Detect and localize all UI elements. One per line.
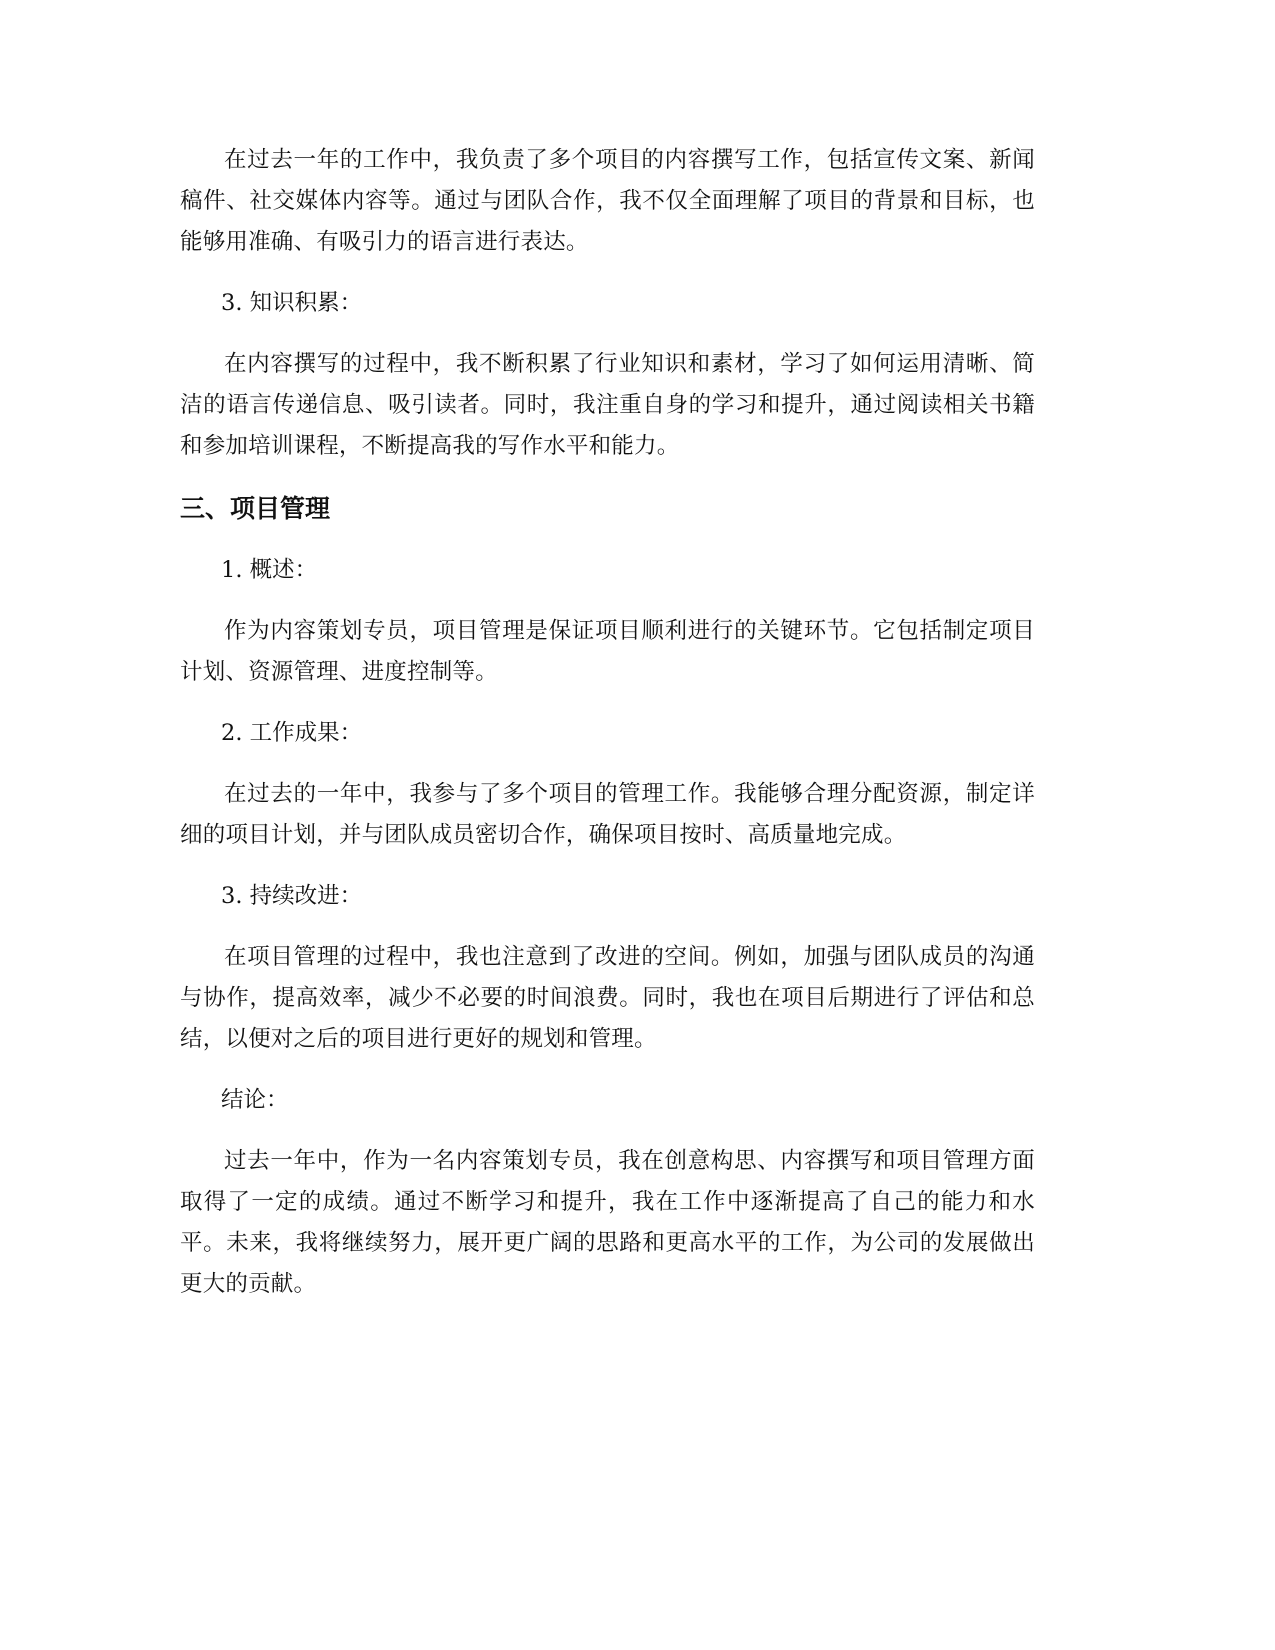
- subheading-overview: 1. 概述：: [221, 557, 318, 583]
- subheading-conclusion: 结论：: [221, 1087, 289, 1113]
- subheading-continuous-improvement: 3. 持续改进：: [221, 883, 363, 909]
- paragraph-conclusion: 过去一年中，作为一名内容策划专员，我在创意构思、内容撰写和项目管理方面取得了一定的成绩。通过不断学习和提升，我在工作中逐渐提高了自己的能力和水平。未来，我将继续努力，展开更广阔的思路和更高水平的工作，为公司的发展做出更大的贡献。: [180, 1148, 1035, 1297]
- section-heading-project-management: 三、项目管理: [180, 494, 331, 523]
- paragraph-overview: 作为内容策划专员，项目管理是保证项目顺利进行的关键环节。它包括制定项目计划、资源管理、进度控制等。: [180, 618, 1035, 685]
- subheading-knowledge-accumulation: 3. 知识积累：: [221, 290, 363, 316]
- paragraph-knowledge-accumulation: 在内容撰写的过程中，我不断积累了行业知识和素材，学习了如何运用清晰、简洁的语言传递信息、吸引读者。同时，我注重自身的学习和提升，通过阅读相关书籍和参加培训课程，不断提高我的写作水平和能力。: [180, 351, 1035, 459]
- paragraph-content-writing-results: 在过去一年的工作中，我负责了多个项目的内容撰写工作，包括宣传文案、新闻稿件、社交媒体内容等。通过与团队合作，我不仅全面理解了项目的背景和目标，也能够用准确、有吸引力的语言进行表达。: [180, 147, 1035, 255]
- paragraph-continuous-improvement: 在项目管理的过程中，我也注意到了改进的空间。例如，加强与团队成员的沟通与协作，提高效率，减少不必要的时间浪费。同时，我也在项目后期进行了评估和总结，以便对之后的项目进行更好的规划和管理。: [180, 944, 1035, 1052]
- document-body: [180, 140, 1035, 1325]
- paragraph-work-results: 在过去的一年中，我参与了多个项目的管理工作。我能够合理分配资源，制定详细的项目计划，并与团队成员密切合作，确保项目按时、高质量地完成。: [180, 781, 1035, 848]
- subheading-work-results: 2. 工作成果：: [221, 720, 363, 746]
